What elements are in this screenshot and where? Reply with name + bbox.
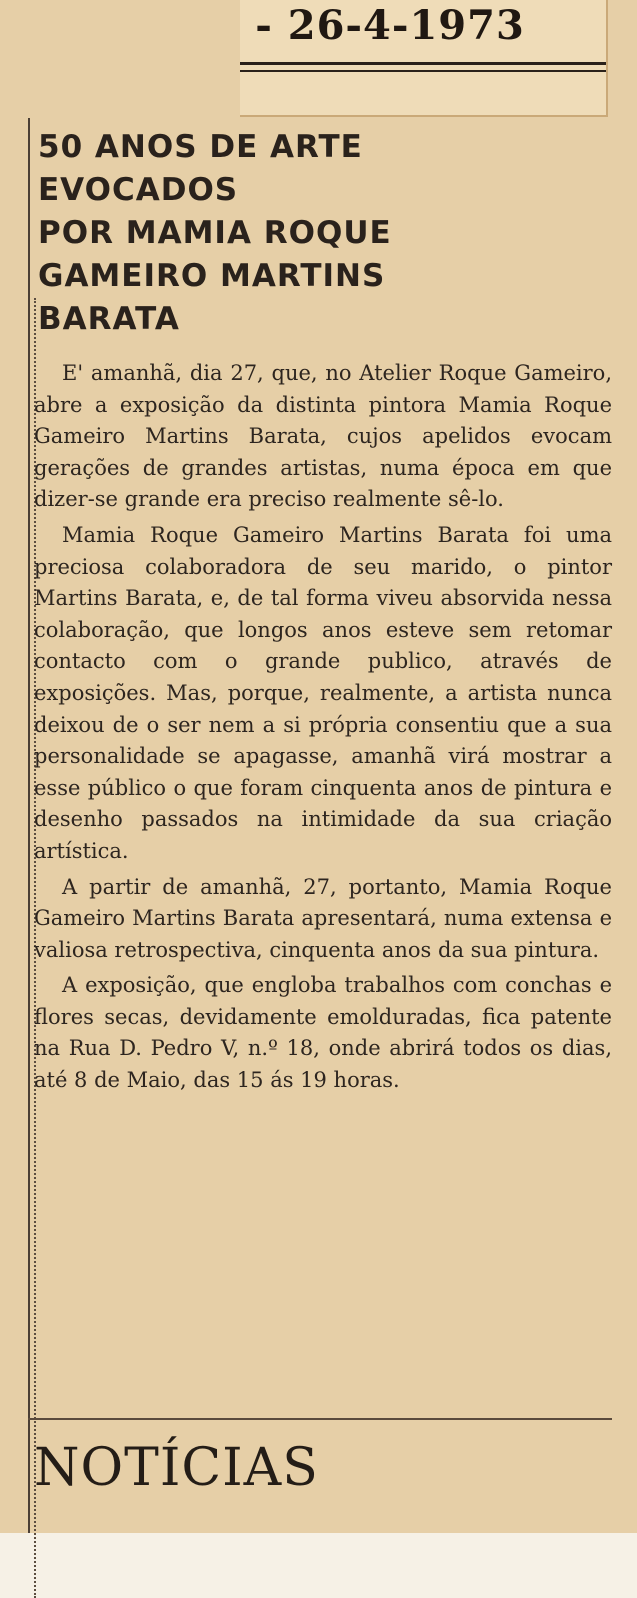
date-rule: [240, 62, 606, 65]
paragraph: E' amanhã, dia 27, que, no Atelier Roque Gameiro, abre a exposição da distinta pintora Mamia Roque Gameiro Martins Barata, cujos apelidos evocam gerações de grandes artistas, numa época em que dizer-se grande era preciso realmente sê-lo.: [34, 361, 612, 512]
article-body: [34, 358, 612, 1101]
paragraph: A partir de amanhã, 27, portanto, Mamia Roque Gameiro Martins Barata apresentará, numa extensa e valiosa retrospectiva, cinquenta anos da sua pintura.: [34, 874, 612, 962]
publication-date: - 26-4-1973: [255, 2, 525, 49]
paragraph: A exposição, que engloba trabalhos com conchas e flores secas, devidamente emolduradas, fica patente na Rua D. Pedro V, n.º 18, onde abrirá todos os dias, até 8 de Maio, das 15 ás 19 horas.: [34, 973, 612, 1093]
date-rule: [240, 70, 606, 72]
date-slip: [240, 0, 608, 117]
column-border: [28, 118, 30, 1533]
divider: [28, 1418, 612, 1420]
paragraph: Mamia Roque Gameiro Martins Barata foi uma preciosa colaboradora de seu marido, o pintor Martins Barata, e, de tal forma viveu absorvida nessa colaboração, que longos anos esteve sem retomar contacto com o grande publico, através de exposições. Mas, porque, realmente, a artista nunca deixou de o ser nem a si própria consentiu que a sua personalidade se apagasse, amanhã virá mostrar a esse público o que foram cinquenta anos de pintura e desenho passados na intimidade da sua criação artística.: [34, 522, 612, 863]
article: [28, 118, 612, 1533]
newspaper-name: NOTÍCIAS: [34, 1438, 319, 1498]
article-headline: 50 ANOS DE ARTE EVOCADOS POR MAMIA ROQUE GAMEIRO MARTINS BARATA: [38, 129, 392, 337]
